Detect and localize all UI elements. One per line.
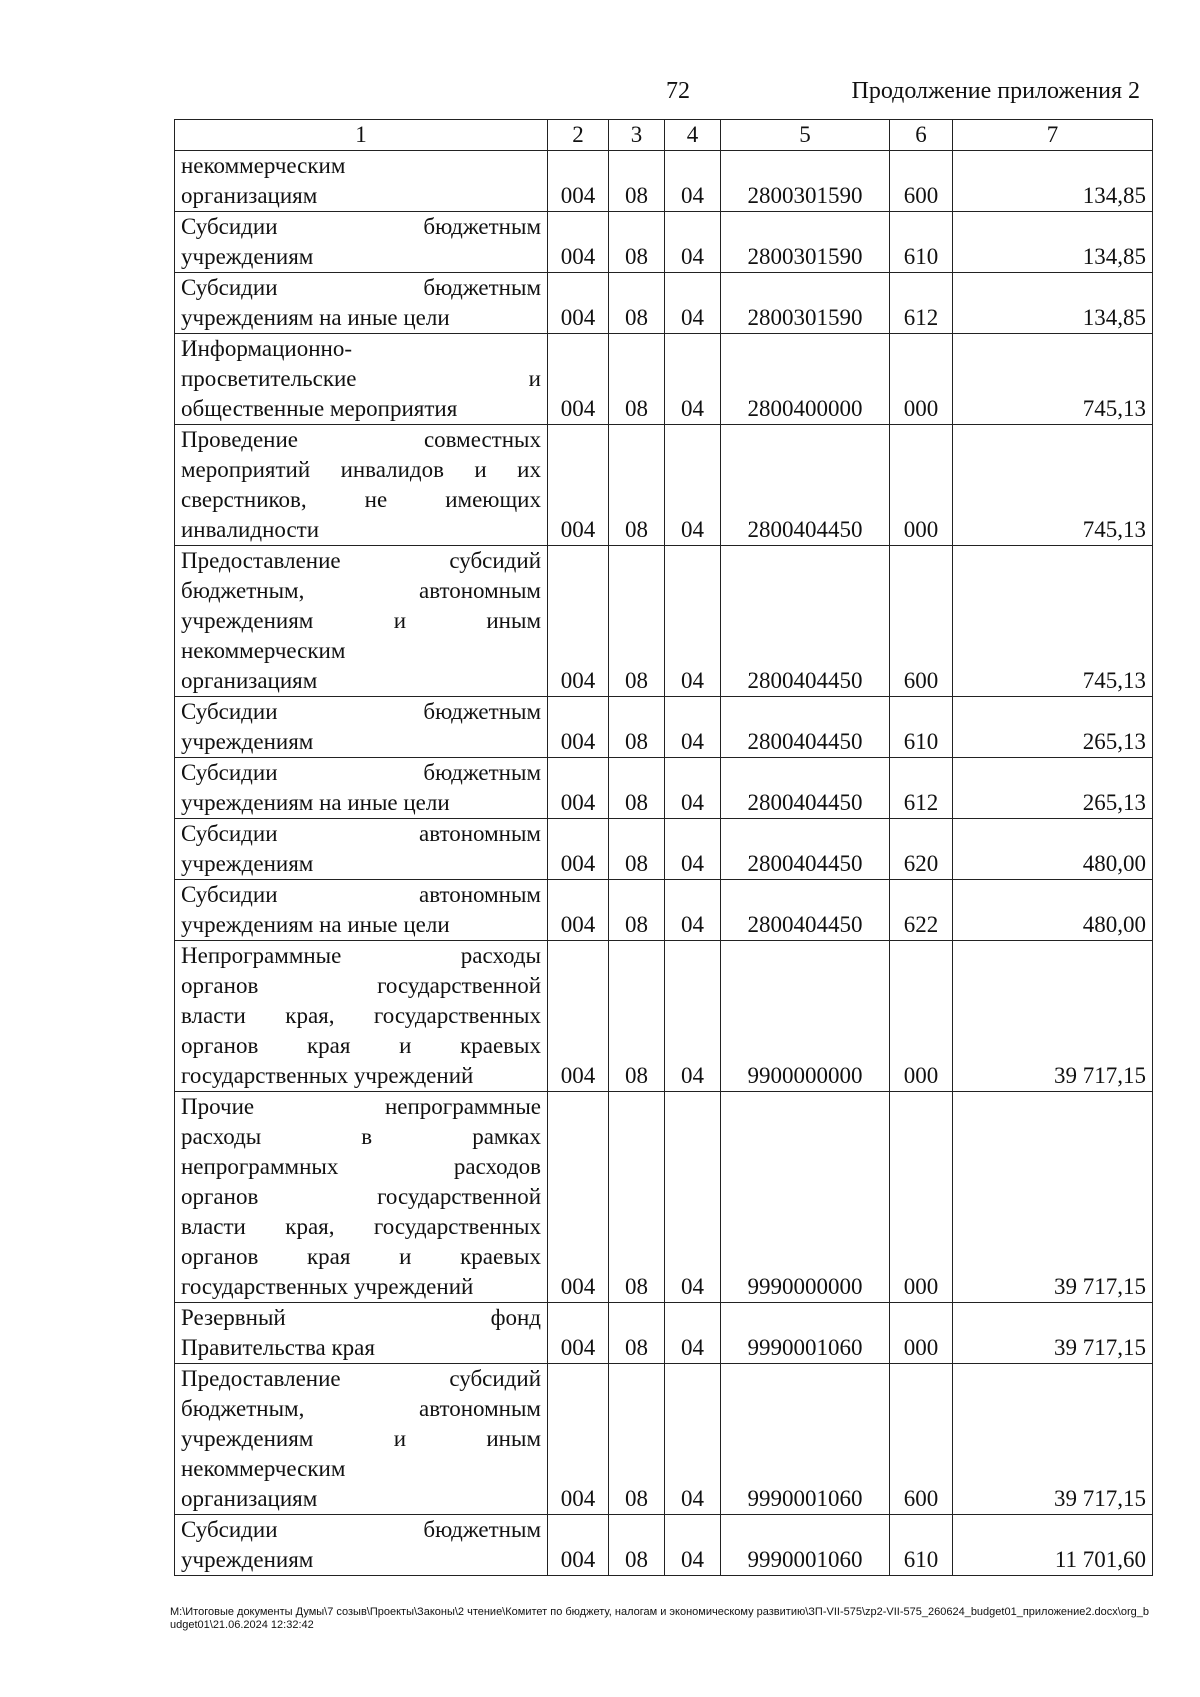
row-description-line: некоммерческим (181, 153, 346, 178)
expense-type-cell: 610 (890, 697, 953, 758)
subsection-code-cell: 04 (665, 1515, 721, 1576)
table-row (175, 880, 1153, 941)
table-row (175, 1515, 1153, 1576)
amount-cell: 745,13 (953, 546, 1153, 697)
row-description (175, 425, 548, 546)
column-header-7: 7 (953, 120, 1153, 151)
expense-type-cell: 000 (890, 941, 953, 1092)
expense-type-cell: 000 (890, 425, 953, 546)
section-code-cell: 08 (609, 273, 665, 334)
row-description-line: учреждениям (181, 1547, 314, 1572)
table-row (175, 1364, 1153, 1515)
table-row (175, 1092, 1153, 1303)
subsection-code-cell: 04 (665, 546, 721, 697)
budget-table (174, 119, 1153, 1576)
expense-type-cell: 620 (890, 819, 953, 880)
row-description-line: организациям (181, 1486, 318, 1511)
target-article-cell: 2800404450 (721, 880, 890, 941)
row-description-line: Непрограммные расходы (181, 943, 541, 968)
expense-type-cell: 622 (890, 880, 953, 941)
column-header-4: 4 (665, 120, 721, 151)
row-description-line: Резервный фонд (181, 1305, 541, 1330)
section-code-cell: 08 (609, 1515, 665, 1576)
admin-code-cell: 004 (548, 273, 609, 334)
target-article-cell: 2800301590 (721, 151, 890, 212)
section-code-cell: 08 (609, 212, 665, 273)
amount-cell: 265,13 (953, 758, 1153, 819)
amount-cell: 39 717,15 (953, 1303, 1153, 1364)
target-article-cell: 2800404450 (721, 758, 890, 819)
section-code-cell: 08 (609, 1303, 665, 1364)
section-code-cell: 08 (609, 151, 665, 212)
admin-code-cell: 004 (548, 880, 609, 941)
section-code-cell: 08 (609, 758, 665, 819)
row-description-line: органов государственной (181, 1184, 541, 1209)
admin-code-cell: 004 (548, 1515, 609, 1576)
table-row (175, 151, 1153, 212)
amount-cell: 480,00 (953, 819, 1153, 880)
row-description (175, 1303, 548, 1364)
expense-type-cell: 000 (890, 334, 953, 425)
row-description-line: учреждениям на иные цели (181, 305, 450, 330)
subsection-code-cell: 04 (665, 1303, 721, 1364)
section-code-cell: 08 (609, 1364, 665, 1515)
column-header-1: 1 (175, 120, 548, 151)
row-description-line: организациям (181, 668, 318, 693)
row-description-line: Предоставление субсидий (181, 1366, 541, 1391)
table-row (175, 334, 1153, 425)
row-description-line: учреждениям (181, 244, 314, 269)
amount-cell: 39 717,15 (953, 941, 1153, 1092)
subsection-code-cell: 04 (665, 425, 721, 546)
expense-type-cell: 612 (890, 273, 953, 334)
subsection-code-cell: 04 (665, 758, 721, 819)
section-code-cell: 08 (609, 1092, 665, 1303)
row-description (175, 1364, 548, 1515)
admin-code-cell: 004 (548, 819, 609, 880)
admin-code-cell: 004 (548, 758, 609, 819)
section-code-cell: 08 (609, 697, 665, 758)
row-description-line: Субсидии бюджетным (181, 760, 541, 785)
column-header-3: 3 (609, 120, 665, 151)
admin-code-cell: 004 (548, 334, 609, 425)
row-description-line: инвалидности (181, 517, 320, 542)
row-description-line: организациям (181, 183, 318, 208)
row-description-line: Субсидии бюджетным (181, 699, 541, 724)
row-description-line: общественные мероприятия (181, 396, 458, 421)
row-description (175, 1092, 548, 1303)
row-description-line: Правительства края (181, 1335, 375, 1360)
table-row (175, 212, 1153, 273)
amount-cell: 11 701,60 (953, 1515, 1153, 1576)
row-description-line: бюджетным, автономным (181, 1396, 541, 1421)
subsection-code-cell: 04 (665, 212, 721, 273)
subsection-code-cell: 04 (665, 1364, 721, 1515)
row-description (175, 273, 548, 334)
target-article-cell: 2800404450 (721, 819, 890, 880)
row-description-line: некоммерческим (181, 1456, 346, 1481)
section-code-cell: 08 (609, 941, 665, 1092)
admin-code-cell: 004 (548, 546, 609, 697)
row-description-line: органов края и краевых (181, 1033, 541, 1058)
table-row (175, 273, 1153, 334)
subsection-code-cell: 04 (665, 819, 721, 880)
row-description-line: органов государственной (181, 973, 541, 998)
target-article-cell: 9990001060 (721, 1303, 890, 1364)
section-code-cell: 08 (609, 819, 665, 880)
row-description-line: государственных учреждений (181, 1274, 474, 1299)
row-description (175, 151, 548, 212)
subsection-code-cell: 04 (665, 151, 721, 212)
row-description-line: власти края, государственных (181, 1003, 541, 1028)
row-description-line: власти края, государственных (181, 1214, 541, 1239)
row-description (175, 334, 548, 425)
row-description-line: просветительские и (181, 366, 541, 391)
admin-code-cell: 004 (548, 212, 609, 273)
amount-cell: 134,85 (953, 151, 1153, 212)
table-header-row (175, 120, 1153, 151)
subsection-code-cell: 04 (665, 273, 721, 334)
row-description-line: Предоставление субсидий (181, 548, 541, 573)
expense-type-cell: 610 (890, 212, 953, 273)
target-article-cell: 2800404450 (721, 697, 890, 758)
row-description (175, 546, 548, 697)
subsection-code-cell: 04 (665, 941, 721, 1092)
row-description-line: непрограммных расходов (181, 1154, 541, 1179)
row-description-line: учреждениям и иным (181, 1426, 541, 1451)
expense-type-cell: 000 (890, 1303, 953, 1364)
row-description-line: Субсидии автономным (181, 882, 541, 907)
row-description-line: бюджетным, автономным (181, 578, 541, 603)
table-row (175, 941, 1153, 1092)
row-description-line: Субсидии автономным (181, 821, 541, 846)
amount-cell: 745,13 (953, 425, 1153, 546)
target-article-cell: 2800404450 (721, 546, 890, 697)
target-article-cell: 9990000000 (721, 1092, 890, 1303)
row-description (175, 941, 548, 1092)
expense-type-cell: 612 (890, 758, 953, 819)
subsection-code-cell: 04 (665, 334, 721, 425)
expense-type-cell: 600 (890, 151, 953, 212)
amount-cell: 134,85 (953, 212, 1153, 273)
row-description (175, 1515, 548, 1576)
row-description-line: учреждениям (181, 729, 314, 754)
amount-cell: 39 717,15 (953, 1364, 1153, 1515)
admin-code-cell: 004 (548, 941, 609, 1092)
target-article-cell: 9900000000 (721, 941, 890, 1092)
row-description-line: мероприятий инвалидов и их (181, 457, 541, 482)
row-description-line: Субсидии бюджетным (181, 275, 541, 300)
page-number: 72 (666, 78, 690, 104)
row-description (175, 697, 548, 758)
amount-cell: 745,13 (953, 334, 1153, 425)
row-description (175, 819, 548, 880)
section-code-cell: 08 (609, 546, 665, 697)
row-description-line: учреждениям на иные цели (181, 790, 450, 815)
row-description-line: сверстников, не имеющих (181, 487, 541, 512)
amount-cell: 480,00 (953, 880, 1153, 941)
admin-code-cell: 004 (548, 151, 609, 212)
amount-cell: 134,85 (953, 273, 1153, 334)
row-description-line: некоммерческим (181, 638, 346, 663)
target-article-cell: 2800301590 (721, 212, 890, 273)
section-code-cell: 08 (609, 880, 665, 941)
subsection-code-cell: 04 (665, 697, 721, 758)
admin-code-cell: 004 (548, 697, 609, 758)
row-description (175, 880, 548, 941)
column-header-6: 6 (890, 120, 953, 151)
admin-code-cell: 004 (548, 1092, 609, 1303)
subsection-code-cell: 04 (665, 880, 721, 941)
table-row (175, 697, 1153, 758)
expense-type-cell: 610 (890, 1515, 953, 1576)
appendix-continuation-label: Продолжение приложения 2 (851, 78, 1140, 104)
table-row (175, 1303, 1153, 1364)
row-description (175, 212, 548, 273)
row-description-line: Субсидии бюджетным (181, 1517, 541, 1542)
table-row (175, 819, 1153, 880)
document-file-path-footer: M:\Итоговые документы Думы\7 созыв\Проекты\Законы\2 чтение\Комитет по бюджету, налогам и экономическому развитию\ЗП-VII-575\zp2-VII-575_260624_budget01_приложение2.docx\org_budget01\21.06.2024 12:32:42 (170, 1606, 1149, 1631)
row-description (175, 758, 548, 819)
table-row (175, 546, 1153, 697)
table-row (175, 758, 1153, 819)
row-description-line: Информационно- (181, 336, 352, 361)
row-description-line: Проведение совместных (181, 427, 541, 452)
column-header-2: 2 (548, 120, 609, 151)
target-article-cell: 2800404450 (721, 425, 890, 546)
row-description-line: расходы в рамках (181, 1124, 541, 1149)
target-article-cell: 9990001060 (721, 1515, 890, 1576)
target-article-cell: 9990001060 (721, 1364, 890, 1515)
table-row (175, 425, 1153, 546)
table-body (175, 151, 1153, 1576)
subsection-code-cell: 04 (665, 1092, 721, 1303)
admin-code-cell: 004 (548, 1364, 609, 1515)
section-code-cell: 08 (609, 425, 665, 546)
expense-type-cell: 000 (890, 1092, 953, 1303)
admin-code-cell: 004 (548, 1303, 609, 1364)
column-header-5: 5 (721, 120, 890, 151)
row-description-line: Субсидии бюджетным (181, 214, 541, 239)
row-description-line: государственных учреждений (181, 1063, 474, 1088)
row-description-line: Прочие непрограммные (181, 1094, 541, 1119)
admin-code-cell: 004 (548, 425, 609, 546)
expense-type-cell: 600 (890, 1364, 953, 1515)
target-article-cell: 2800400000 (721, 334, 890, 425)
expense-type-cell: 600 (890, 546, 953, 697)
target-article-cell: 2800301590 (721, 273, 890, 334)
row-description-line: учреждениям и иным (181, 608, 541, 633)
amount-cell: 39 717,15 (953, 1092, 1153, 1303)
row-description-line: учреждениям (181, 851, 314, 876)
row-description-line: учреждениям на иные цели (181, 912, 450, 937)
section-code-cell: 08 (609, 334, 665, 425)
amount-cell: 265,13 (953, 697, 1153, 758)
row-description-line: органов края и краевых (181, 1244, 541, 1269)
